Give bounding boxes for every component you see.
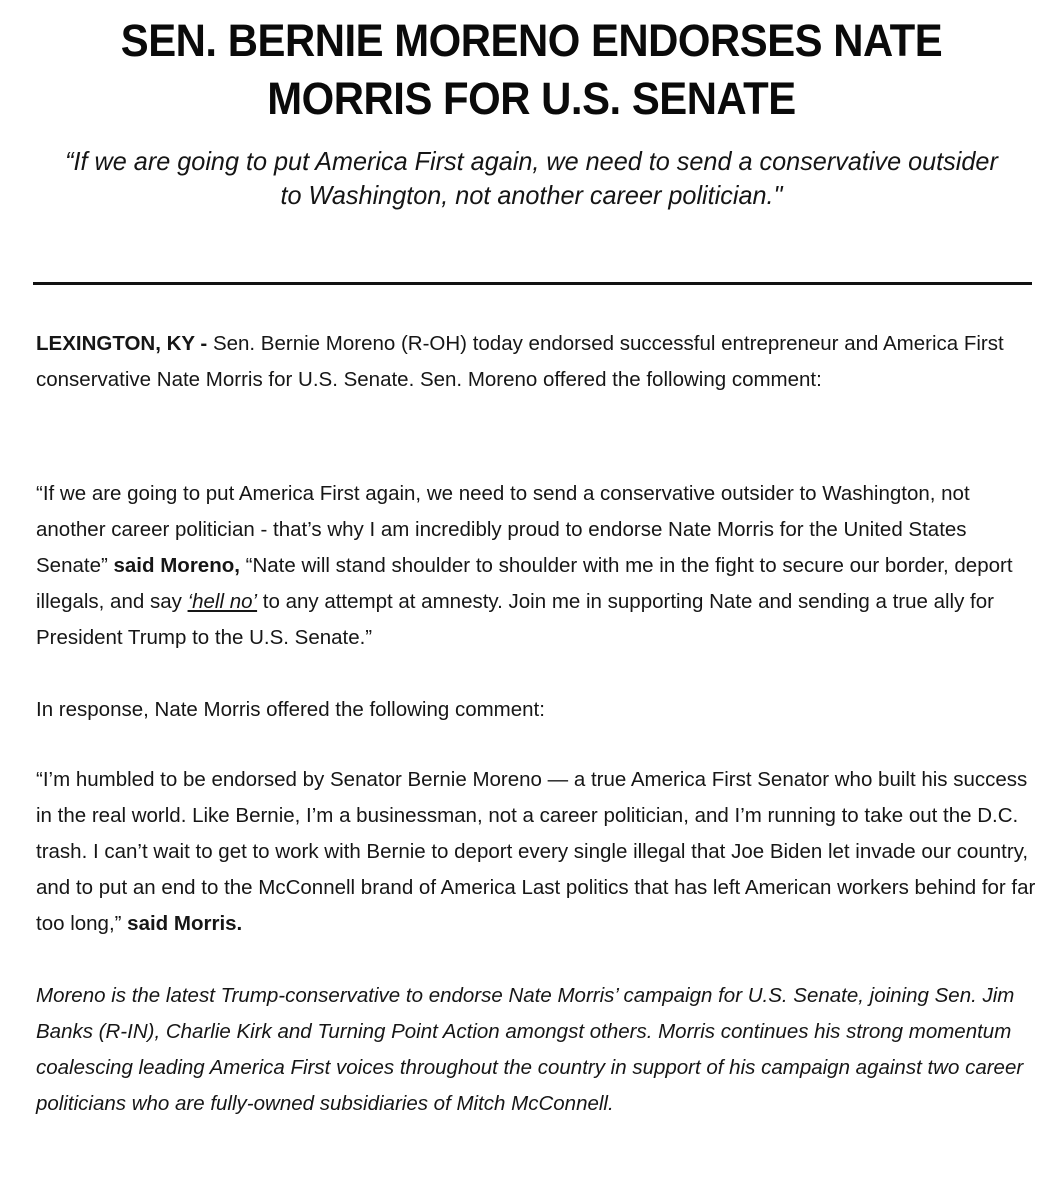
moreno-attribution: said Moreno, [107, 554, 240, 577]
morris-quote-paragraph [36, 762, 1036, 942]
horizontal-divider [33, 282, 1032, 285]
closing-italic-paragraph: Moreno is the latest Trump-conservative to endorse Nate Morris’ campaign for U.S. Senate, joining Sen. Jim Banks (R-IN), Charlie Kirk and Turning Point Action amongst others. Morris continues his strong momentum coalescing leading America First voices throughout the country in support of his campaign against two career politicians who are fully-owned subsidiaries of Mitch McConnell. [36, 984, 1024, 1115]
dateline: LEXINGTON, KY - [36, 332, 208, 355]
intro-text: Sen. Bernie Moreno (R-OH) today endorsed successful entrepreneur and America First conservative Nate Morris for U.S. Senate. Sen. Moreno offered the following comment: [36, 332, 1004, 391]
morris-attribution: said Morris. [121, 912, 243, 935]
moreno-quote-part1: “If we are going to put America First again, we need to send a conservative outsider to Washington, not another career politician - that’s why I am incredibly proud to endorse Nate Morris for the United States Senate” [36, 482, 970, 577]
hell-no-emphasis: ‘hell no’ [187, 590, 258, 613]
moreno-quote-paragraph [36, 476, 1036, 656]
intro-paragraph [36, 326, 1036, 398]
pull-quote-subhead: “If we are going to put America First again, we need to send a conservative outsider to Washington, not another career politician." [65, 146, 998, 210]
morris-quote-text: “I’m humbled to be endorsed by Senator Bernie Moreno — a true America First Senator who built his success in the real world. Like Bernie, I’m a businessman, not a career politician, and I’m running to take out the D.C. trash. I can’t wait to get to work with Bernie to deport every single illegal that Joe Biden let invade our country, and to put an end to the McConnell brand of America Last politics that has left American workers behind for far too long,” [36, 768, 1036, 935]
moreno-quote-part2: “Nate will stand shoulder to shoulder with me in the fight to secure our border, deport illegals, and say [36, 554, 1013, 613]
moreno-quote-part3: to any attempt at amnesty. Join me in supporting Nate and sending a true ally for President Trump to the U.S. Senate.” [36, 590, 994, 649]
press-release-headline: SEN. BERNIE MORENO ENDORSES NATE MORRIS FOR U.S. SENATE [120, 15, 943, 124]
response-paragraph: In response, Nate Morris offered the following comment: [36, 698, 545, 721]
